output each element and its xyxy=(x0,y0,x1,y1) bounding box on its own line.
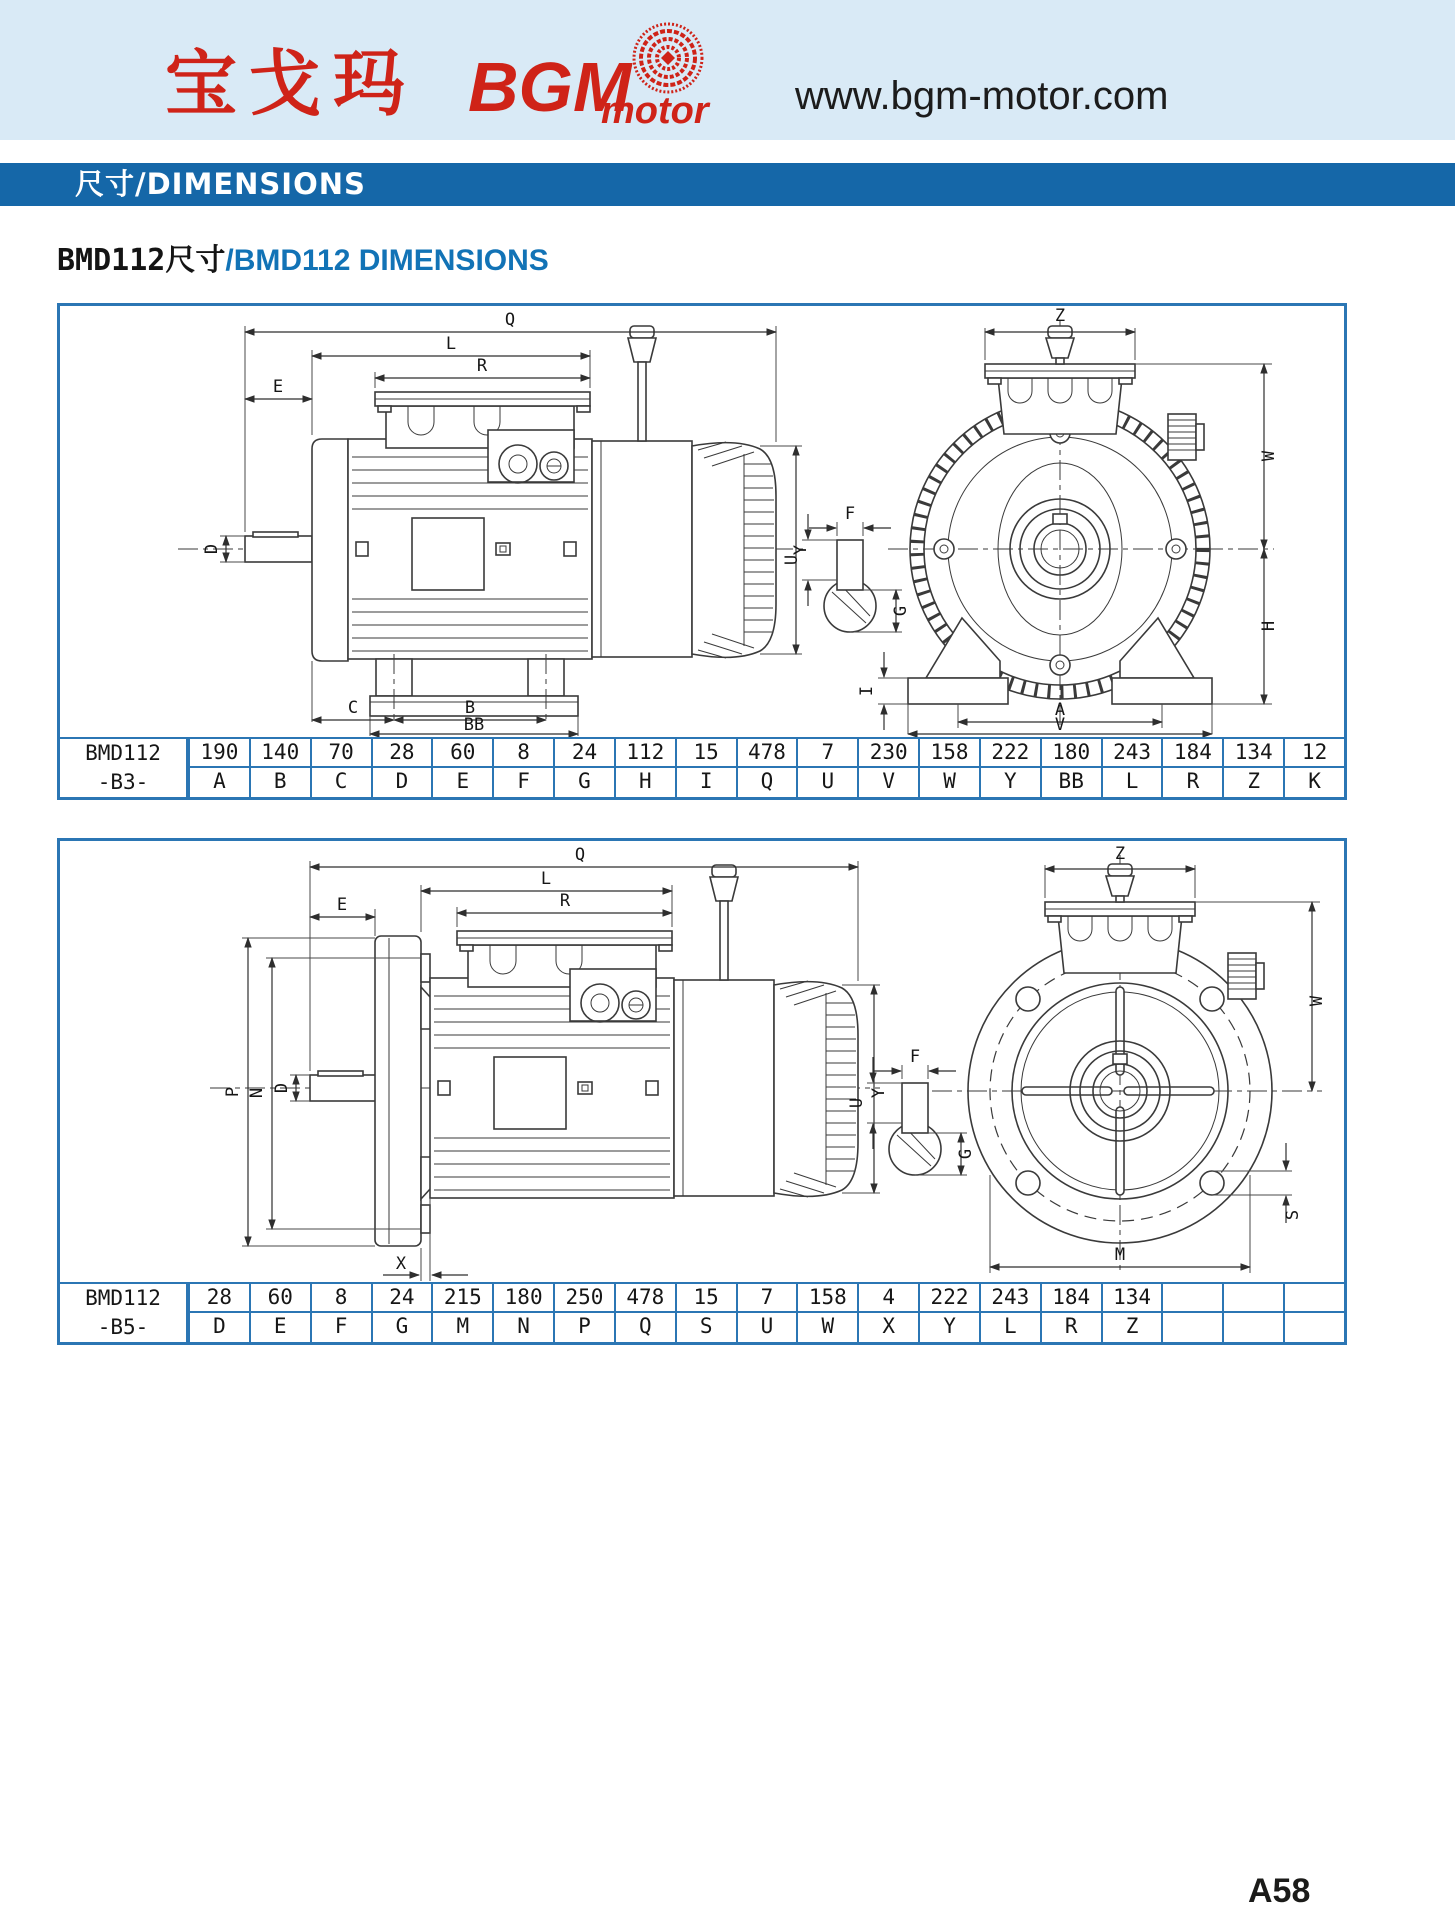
table-cell-value: 70 xyxy=(312,739,371,768)
table-cell xyxy=(675,1284,736,1342)
table-cell-label: W xyxy=(821,1314,835,1338)
table-cell xyxy=(979,1284,1040,1342)
table-cell-label: Q xyxy=(638,1314,652,1338)
table-cell-label: M xyxy=(456,1314,470,1338)
table-cell-label: N xyxy=(517,1314,530,1338)
b3-dim-d: D xyxy=(202,543,222,555)
table-cell-label: E xyxy=(456,769,470,793)
b5-dim-u: U xyxy=(847,1097,867,1109)
table-model: BMD112 xyxy=(85,741,161,765)
table-cell xyxy=(614,1284,675,1342)
gear-emblem-icon xyxy=(630,12,706,109)
b3-dimensions-panel xyxy=(57,303,1347,800)
table-cell-value: 184 xyxy=(1163,739,1222,768)
table-mount: -B3- xyxy=(97,770,149,794)
b3-dim-i: I xyxy=(857,685,877,697)
table-cell-value: 28 xyxy=(190,1284,249,1313)
brand-chinese-logo: 宝戈玛 xyxy=(165,42,418,126)
table-cell xyxy=(1222,1284,1283,1342)
table-cell xyxy=(1283,1284,1344,1342)
b3-dim-a: A xyxy=(1054,700,1066,720)
table-cell-value: 478 xyxy=(738,739,797,768)
table-cell-value: 112 xyxy=(616,739,675,768)
table-cell xyxy=(1101,739,1162,797)
b5-dim-p: P xyxy=(223,1086,243,1098)
b5-dim-l: L xyxy=(540,869,552,889)
table-cell xyxy=(1161,739,1222,797)
b3-dim-bb: BB xyxy=(463,715,485,735)
table-cell xyxy=(310,1284,371,1342)
table-cell-label: Q xyxy=(760,769,774,793)
table-cell-value: 24 xyxy=(373,1284,432,1313)
table-cell-value: 158 xyxy=(798,1284,857,1313)
table-cell xyxy=(1283,739,1344,797)
table-cell-label: K xyxy=(1308,769,1321,793)
table-cell-value: 158 xyxy=(920,739,979,768)
table-cell-value: 215 xyxy=(433,1284,492,1313)
b3-dim-w: W xyxy=(1259,450,1279,462)
table-cell-label: X xyxy=(882,1314,895,1338)
table-cell xyxy=(675,739,736,797)
b3-dim-q: Q xyxy=(504,310,516,330)
table-cell-value: 4 xyxy=(859,1284,918,1313)
b3-dim-g: G xyxy=(891,605,911,617)
banner-title: 尺寸/DIMENSIONS xyxy=(75,167,366,201)
table-cell-label xyxy=(1285,1313,1344,1339)
b3-dim-z: Z xyxy=(1054,306,1066,326)
table-cell-value: 7 xyxy=(738,1284,797,1313)
table-cell xyxy=(979,739,1040,797)
page-title-cn: BMD112尺寸 xyxy=(57,243,226,278)
website-url[interactable]: www.bgm-motor.com xyxy=(795,74,1169,118)
table-cell-value: 478 xyxy=(616,1284,675,1313)
table-cell-value: 12 xyxy=(1285,739,1344,768)
table-cell xyxy=(1222,739,1283,797)
table-cell xyxy=(431,739,492,797)
b5-dimensions-panel xyxy=(57,838,1347,1345)
table-cell-label: C xyxy=(334,769,348,793)
table-cell-label: Y xyxy=(1004,769,1017,793)
table-cell-value xyxy=(1224,1284,1283,1313)
b5-dim-q: Q xyxy=(574,845,586,865)
b5-dimension-table xyxy=(60,1282,1344,1342)
table-cell xyxy=(614,739,675,797)
section-banner xyxy=(0,163,1455,206)
table-cell-value: 60 xyxy=(433,739,492,768)
b3-dim-r: R xyxy=(476,356,488,376)
table-cell xyxy=(857,739,918,797)
table-cell-value: 60 xyxy=(251,1284,310,1313)
b5-dim-s: S xyxy=(1283,1209,1303,1221)
table-cell xyxy=(1161,1284,1222,1342)
table-cell-label: Y xyxy=(943,1314,956,1338)
table-cell xyxy=(371,1284,432,1342)
table-model-cell xyxy=(60,1284,188,1342)
table-cell-value: 8 xyxy=(312,1284,371,1313)
table-cell xyxy=(918,1284,979,1342)
table-cell xyxy=(736,1284,797,1342)
table-cell-label: L xyxy=(1125,769,1139,793)
b3-dim-v: V xyxy=(1054,715,1066,735)
table-cell-label: L xyxy=(1004,1314,1017,1338)
b5-dim-f: F xyxy=(909,1047,921,1067)
table-cell xyxy=(553,1284,614,1342)
b5-dim-e: E xyxy=(336,895,348,915)
table-cell xyxy=(188,1284,249,1342)
table-cell-label: I xyxy=(699,769,713,793)
b5-dim-y: Y xyxy=(869,1087,889,1099)
table-cell-label: A xyxy=(213,769,226,793)
brand-motor-logo: motor xyxy=(601,90,709,132)
table-cell-value: 184 xyxy=(1042,1284,1101,1313)
table-cell-value: 180 xyxy=(494,1284,553,1313)
table-cell-value: 140 xyxy=(251,739,310,768)
table-cell xyxy=(431,1284,492,1342)
table-cell xyxy=(249,739,310,797)
page-number: A58 xyxy=(1248,1872,1311,1910)
b5-dim-x: X xyxy=(395,1254,407,1274)
b5-dim-m: M xyxy=(1114,1245,1126,1265)
table-cells xyxy=(188,1284,1344,1342)
table-cell xyxy=(1101,1284,1162,1342)
table-cell-value xyxy=(1285,1284,1344,1313)
table-cell-label: R xyxy=(1186,769,1200,793)
table-cell xyxy=(918,739,979,797)
table-cell xyxy=(310,739,371,797)
b3-dim-u: U xyxy=(782,554,802,566)
b3-dimension-table xyxy=(60,737,1344,797)
table-cell-label: Z xyxy=(1125,1314,1139,1338)
page-title-en: /BMD112 DIMENSIONS xyxy=(225,244,549,277)
table-cell xyxy=(796,739,857,797)
table-cell xyxy=(492,1284,553,1342)
table-cell-label: G xyxy=(578,769,591,793)
table-cell-value: 24 xyxy=(555,739,614,768)
b5-motor-drawing xyxy=(60,841,1344,1282)
table-cell-label: U xyxy=(760,1314,774,1338)
table-cell xyxy=(857,1284,918,1342)
table-cell-value: 134 xyxy=(1103,1284,1162,1313)
table-cell-label xyxy=(1224,1313,1283,1339)
table-cell xyxy=(249,1284,310,1342)
table-cell-label: F xyxy=(334,1314,348,1338)
b3-dim-b: B xyxy=(464,698,476,718)
table-cell-label: S xyxy=(699,1314,713,1338)
b5-dim-n: N xyxy=(247,1087,267,1099)
b3-dim-l: L xyxy=(445,334,457,354)
b3-dim-f: F xyxy=(844,504,856,524)
table-cell-value: 222 xyxy=(981,739,1040,768)
table-cell xyxy=(736,739,797,797)
table-cell-value: 222 xyxy=(920,1284,979,1313)
table-cell-value: 7 xyxy=(798,739,857,768)
page-title xyxy=(57,243,549,279)
table-cell-label: R xyxy=(1064,1314,1078,1338)
table-cell-value: 8 xyxy=(494,739,553,768)
table-cell-label: Z xyxy=(1247,769,1261,793)
table-cell-label: B xyxy=(273,769,287,793)
b3-dim-h: H xyxy=(1259,620,1279,632)
b3-motor-drawing xyxy=(60,306,1344,737)
table-cell xyxy=(1040,1284,1101,1342)
b5-dim-z: Z xyxy=(1114,844,1126,864)
b3-dim-y: Y xyxy=(791,544,811,556)
table-cells xyxy=(188,739,1344,797)
table-cell-label: H xyxy=(638,769,652,793)
table-model: BMD112 xyxy=(85,1286,161,1310)
table-cell-label: G xyxy=(395,1314,409,1338)
table-cell-value: 250 xyxy=(555,1284,614,1313)
table-cell xyxy=(188,739,249,797)
b5-dim-g: G xyxy=(956,1148,976,1160)
table-mount: -B5- xyxy=(97,1315,149,1339)
table-model-cell xyxy=(60,739,188,797)
b5-dim-r: R xyxy=(559,891,571,911)
table-cell-value: 134 xyxy=(1224,739,1283,768)
table-cell xyxy=(553,739,614,797)
table-cell-value: 243 xyxy=(1103,739,1162,768)
table-cell-label: D xyxy=(213,1314,226,1338)
table-cell-label: U xyxy=(821,769,835,793)
table-cell-value: 15 xyxy=(677,1284,736,1313)
table-cell-value: 243 xyxy=(981,1284,1040,1313)
b3-dim-c: C xyxy=(347,698,359,718)
b5-dim-d: D xyxy=(272,1082,292,1094)
table-cell-value: 230 xyxy=(859,739,918,768)
table-cell-value xyxy=(1163,1284,1222,1313)
table-cell-value: 15 xyxy=(677,739,736,768)
table-cell xyxy=(796,1284,857,1342)
brand-bgm-logo: BGM xyxy=(468,48,632,126)
b3-dim-e: E xyxy=(272,377,284,397)
table-cell-value: 180 xyxy=(1042,739,1101,768)
table-cell xyxy=(1040,739,1101,797)
table-cell-label: V xyxy=(882,769,895,793)
table-cell-label xyxy=(1163,1313,1222,1339)
table-cell-label: F xyxy=(517,769,530,793)
table-cell-value: 190 xyxy=(190,739,249,768)
table-cell-label: W xyxy=(943,769,956,793)
table-cell xyxy=(492,739,553,797)
table-cell-label: BB xyxy=(1058,769,1084,793)
table-cell-label: E xyxy=(273,1314,287,1338)
table-cell-label: D xyxy=(395,769,409,793)
table-cell-value: 28 xyxy=(373,739,432,768)
page-header xyxy=(0,0,1455,140)
b5-dim-w: W xyxy=(1307,995,1327,1007)
table-cell-label: P xyxy=(578,1314,591,1338)
table-cell xyxy=(371,739,432,797)
